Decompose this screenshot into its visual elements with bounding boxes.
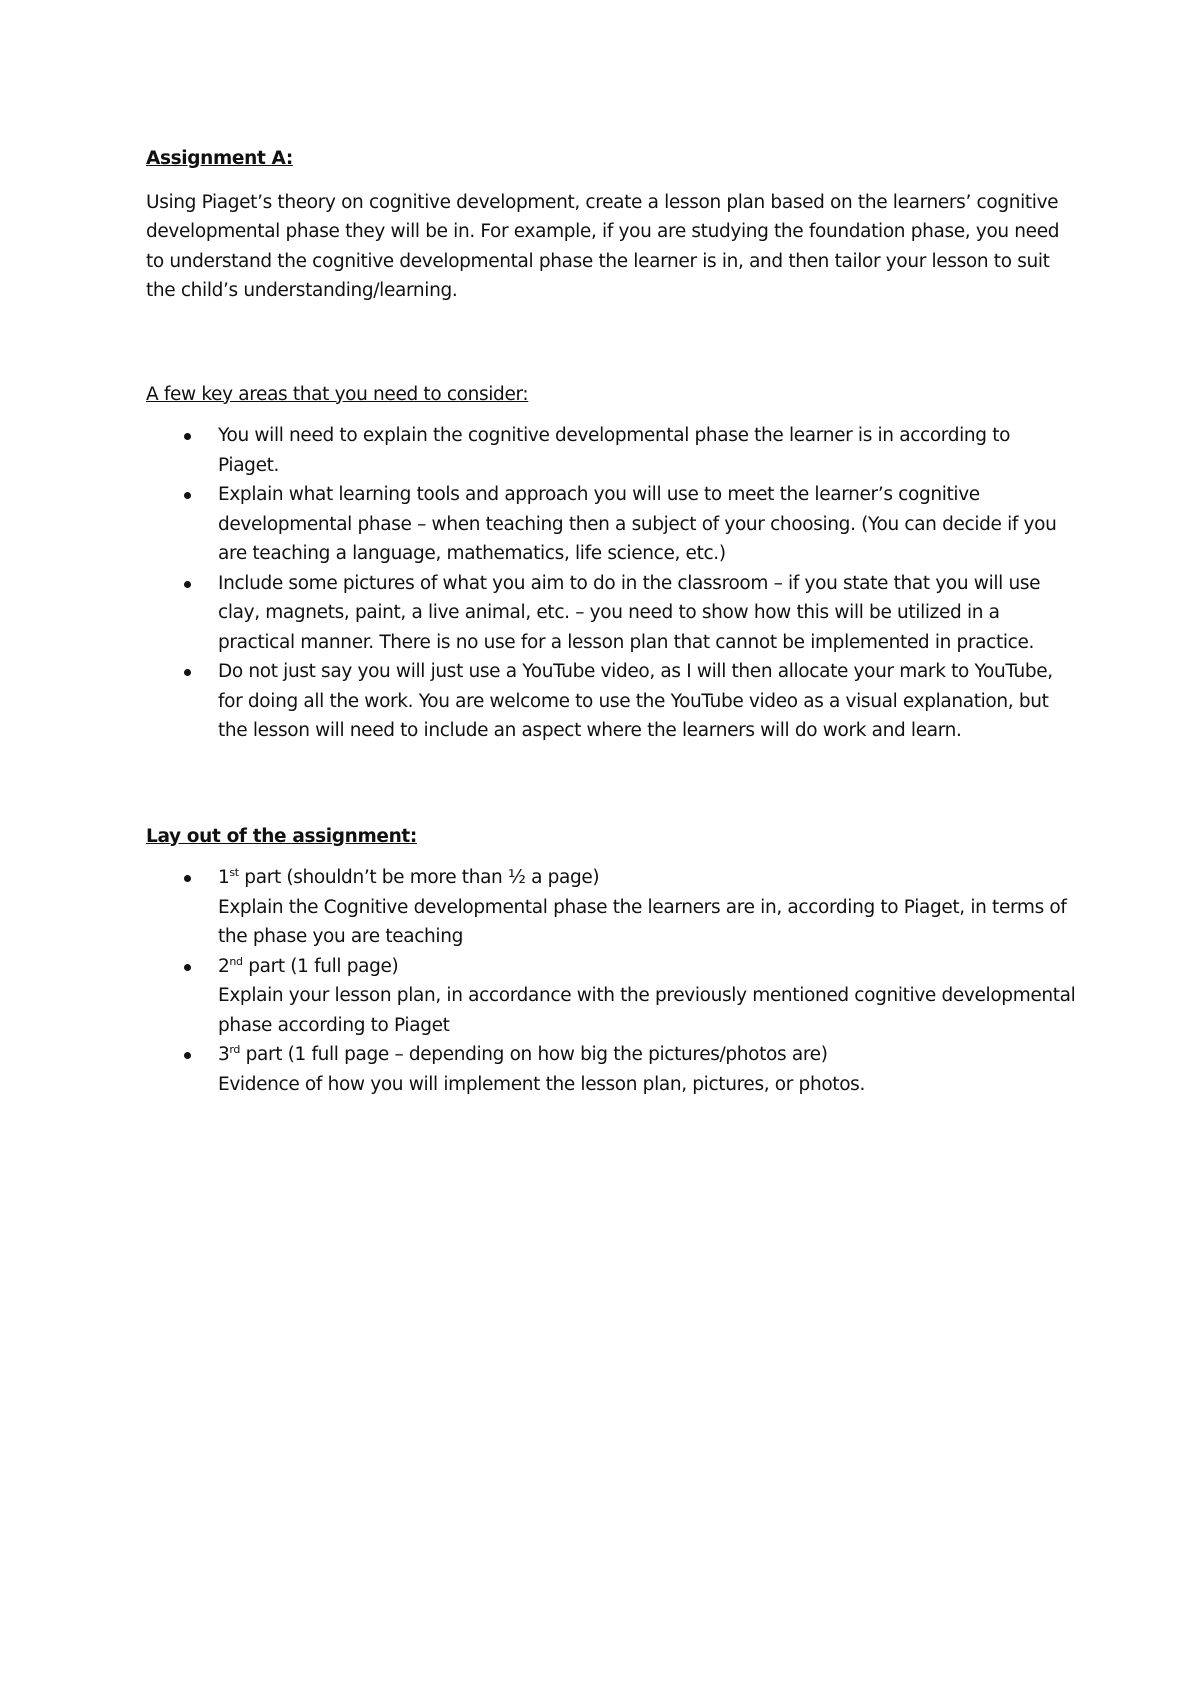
intro-paragraph: Using Piaget’s theory on cognitive development, create a lesson plan based on the learners’ cognitive developmental phase they will be in. For example, if you are studying the foundation phase, you need to understand the cognitive developmental phase the learner is in, and then tailor your lesson to suit the child’s understanding/learning.	[146, 191, 1060, 301]
document-page	[146, 144, 1076, 1099]
part-number: 1	[218, 867, 230, 888]
assignment-title: Assignment A:	[146, 148, 293, 169]
key-areas-heading: A few key areas that you need to consider:	[146, 383, 529, 405]
part-ordinal: rd	[229, 1042, 241, 1056]
spacer	[146, 306, 1076, 380]
bullet-icon	[184, 581, 191, 588]
part-description: Explain your lesson plan, in accordance with the previously mentioned cognitive developmental phase according to Piaget	[218, 985, 1076, 1036]
bullet-icon	[184, 1052, 191, 1059]
bullet-icon	[184, 492, 191, 499]
part-description: Evidence of how you will implement the lesson plan, pictures, or photos.	[218, 1073, 865, 1095]
part-title	[218, 952, 1076, 982]
list-item	[146, 863, 1076, 952]
list-item	[146, 1040, 1076, 1099]
part-title-text: part (shouldn’t be more than ½ a page)	[238, 867, 600, 888]
spacer	[146, 746, 1076, 822]
bullet-icon	[184, 669, 191, 676]
bullet-icon	[184, 964, 191, 971]
list-item	[146, 952, 1076, 1041]
layout-heading: Lay out of the assignment:	[146, 825, 417, 847]
part-title-text: part (1 full page)	[242, 955, 399, 977]
part-ordinal: st	[229, 865, 239, 879]
part-title-text: part (1 full page – depending on how big the pictures/photos are)	[240, 1044, 828, 1065]
part-title	[218, 863, 1076, 893]
list-item	[146, 480, 1076, 569]
key-areas-list	[146, 421, 1076, 746]
key-area-text: Include some pictures of what you aim to do in the classroom – if you state that you will use clay, magnets, paint, a live animal, etc. – you need to show how this will be utilized in a practical manner. There is no use for a lesson plan that cannot be implemented in practice.	[218, 572, 1041, 653]
part-ordinal: nd	[229, 954, 243, 968]
list-item	[146, 421, 1076, 480]
part-title	[218, 1040, 1076, 1070]
part-number: 3	[218, 1044, 230, 1065]
list-item	[146, 657, 1076, 746]
layout-parts-list	[146, 863, 1076, 1099]
key-area-text: You will need to explain the cognitive developmental phase the learner is in according to Piaget.	[218, 425, 1011, 476]
key-area-text: Explain what learning tools and approach you will use to meet the learner’s cognitive developmental phase – when teaching then a subject of your choosing. (You can decide if you are teaching a language, mathematics, life science, etc.)	[218, 484, 1057, 564]
part-description: Explain the Cognitive developmental phase the learners are in, according to Piaget, in terms of the phase you are teaching	[218, 896, 1067, 947]
bullet-icon	[184, 433, 191, 440]
part-number: 2	[218, 955, 230, 977]
key-area-text: Do not just say you will just use a YouTube video, as I will then allocate your mark to YouTube, for doing all the work. You are welcome to use the YouTube video as a visual explanation, but the lesson will need to include an aspect where the learners will do work and learn.	[218, 661, 1053, 741]
list-item	[146, 569, 1076, 658]
bullet-icon	[184, 875, 191, 882]
